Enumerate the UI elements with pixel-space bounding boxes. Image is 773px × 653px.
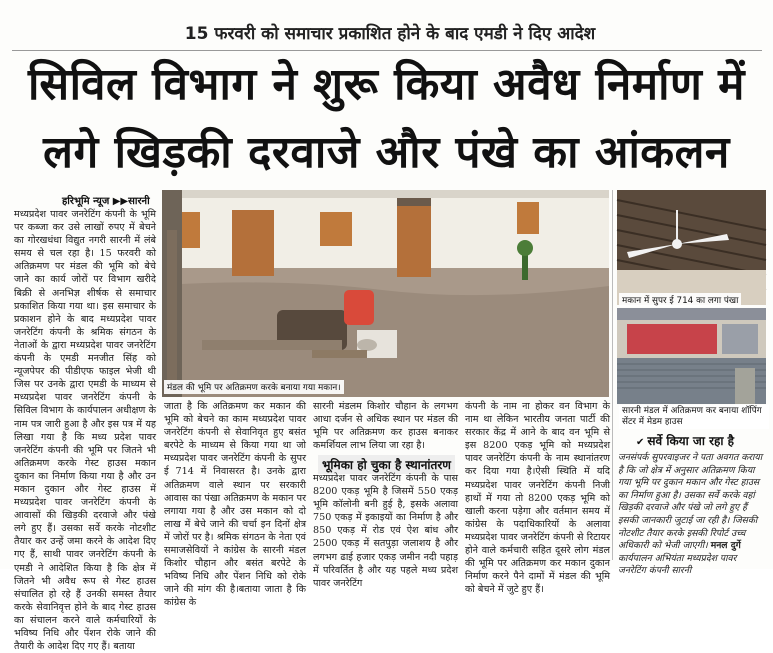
headline-line-2: लगे खिड़की दरवाजे और पंखे का आंकलन — [43, 127, 730, 178]
article-text: कंपनी के नाम ना होकर वन विभाग के नाम था लेकिन भारतीय जनता पार्टी की सरकार केंद्र में आने के बाद वन भूमि से इस 8200 एकड़ भूमि को मध्यप्रदेश पावर जनरेटिंग कंपनी के नाम स्थानांतरण कर दिया गया है।ऐसी स्थिति में यदि मध्यप्रदेश पावर जनरेटिंग कंपनी निजी हाथों में गया तो 8200 एकड़ भूमि को खाली करना पड़ेगा और वर्तमान समय में कांग्रेस के पदाधिकारियों के अलावा मध्यप्रदेश पावर जनरेटिंग कंपनी से रिटायर होने वाले कर्मचारी सहित दूसरे लोग मंडल की भूमि पर अतिक्रमण कर मकान दुकान निर्माण करने पैने दामों में मंडल की भूमि को बेचने में जुटे हुए हैं। — [465, 401, 610, 596]
article-text: सारनी मंडलम किशोर चौहान के लगभग आधा दर्जन से अधिक स्थान पर मंडल की भूमि पर अतिक्रमण कर हाउस बनाकर कमर्शियल लाभ लिया जा रहा है। — [313, 401, 458, 452]
article-text: जाता है कि अतिक्रमण कर मकान की भूमि को बेचने का काम मध्यप्रदेश पावर जनरेटिंग कंपनी से सेवानिवृत हुए बसंत बरपेटे के माध्यम से किया गया था जो मध्यप्रदेश पावर जनरेटिंग कंपनी के सुपर ई 714 में निवासरत है। उनके द्वारा अतिक्रमण वाले स्थान पर सरकारी आवास का पंखा अतिक्रमण के मकान पर लगाया गया है और उस मकान को दो लाख में बेचे जाने की चर्चा इन दिनों क्षेत्र में जोरों पर है। श्रमिक संगठन के नेता एवं समाजसेवियों ने कांग्रेस के सारनी मंडल किशोर चौहान और बसंत बरपेटे के भविष्य निधि और पेंशन निधि को रोके जाने की मांग की है।बताया जाता है कि कांग्रेस के — [164, 401, 306, 609]
ceiling-fan-illustration — [617, 190, 766, 305]
article-column-1 — [14, 208, 156, 653]
section-subhead: भूमिका हो चुका है स्थानांतरण — [318, 455, 455, 474]
article-column-2 — [164, 400, 306, 609]
shop-building-illustration — [617, 308, 766, 404]
sidebar-text: जनसंपर्क सुपरवाइजर ने पता अवगत कराया है कि जो क्षेत्र में अनुसार अतिक्रमण किया गया भूमि पर दुकान मकान और गेस्ट हाउस का निर्माण हुआ है। उसका सर्वे करके वहां खिड़की दरवाजे और पंखे जो लगे हुए हैं इसकी जानकारी जुटाई जा रही है। जिसकी नोटशीट तैयार करके इसकी रिपोर्ट उच्च अधिकारी को भेजी जाएगी। — [618, 452, 763, 552]
main-photo — [162, 190, 609, 397]
kicker-headline: 15 फरवरी को समाचार प्रकाशित होने के बाद एमडी ने दिए आदेश — [184, 24, 596, 44]
shop-photo-caption: सारनी मंडल में अतिक्रमण कर बनाया शॉपिंग सेंटर में मेडम हाउस — [619, 405, 769, 429]
sidebar-heading — [636, 432, 734, 449]
sidebar-heading-text: सर्वे किया जा रहा है — [647, 434, 735, 448]
sidebar-quote — [618, 452, 764, 578]
article-column-4 — [465, 400, 610, 596]
headline-line-1: सिविल विभाग ने शुरू किया अवैध निर्माण में — [28, 59, 745, 110]
fan-photo-caption: मकान में सुपर ई 714 का लगा पंखा — [619, 293, 741, 307]
fan-photo — [617, 190, 766, 305]
column-divider — [612, 190, 613, 560]
check-icon: ✔ — [636, 437, 645, 448]
main-photo-caption: मंडल की भूमि पर अतिक्रमण करके बनाया गया मकान। — [164, 380, 344, 394]
article-column-3-bottom — [313, 472, 458, 589]
byline: हरिभूमि न्यूज ▶▶सारनी — [62, 196, 150, 207]
sidebar-author-title: कार्यपालन अभियंता मध्यप्रदेश पावर जनरेटिंग कंपनी सारनी — [618, 552, 737, 577]
sidebar-author: मनल दुर्गे — [710, 540, 741, 552]
shop-photo — [617, 308, 766, 404]
article-text: मध्यप्रदेश पावर जनरेटिंग कंपनी के पास 8200 एकड़ भूमि है जिसमें 550 एकड़ भूमि कॉलोनी बनी हुई है, इसके अलावा 750 एकड़ में इकाइयों का निर्माण है और 850 एकड़ में रोड एवं ऐश बांध और 2500 एकड़ में सतपुड़ा जलाशय है और लगभग ढाई हजार एकड़ जमीन नदी पहाड़ में परिवर्तित है और यह पहले मध्य प्रदेश पावर जनरेटिंग — [313, 473, 458, 589]
divider — [12, 50, 762, 51]
article-column-3-top — [313, 400, 458, 454]
article-text: मध्यप्रदेश पावर जनरेटिंग कंपनी के भूमि पर कब्जा कर उसे लाखों रुपए में बेचने का गोरखधंधा विद्युत नगरी सारनी में लंबे समय से चल रहा है। 15 फरवरी को अतिक्रमण पर मंडल की भूमि को बेचे जाने का कार्य जोरों पर विभाग खरीदे बिक्री से अनभिज्ञ शीर्षक से समाचार प्रकाशित किया गया था। इस समाचार के प्रकाशन होने के बाद मध्यप्रदेश पावर जनरेटिंग कंपनी के श्रमिक संगठन के नेताओं के द्वारा मध्यप्रदेश पावर जनरेटिंग कंपनी के एमडी मनजीत सिंह को न्यूजपेपर की पीडीएफ फाइल भेजी थी जिस पर उनके द्वारा एमडी के माध्यम से मध्यप्रदेश पावर जनरेटिंग कंपनी के सिविल विभाग के कार्यपालन अधीक्षण के नाम पत्र जारी हुआ है और इस पत्र में यह लिखा गया है कि मध्य प्रदेश पावर जनरेटिंग कंपनी की भूमि पर जितने भी अतिक्रमण करके गेस्ट हाउस मकान दुकान का निर्माण किया गया है और उन मकान दुकान और गेस्ट हाउस में मध्यप्रदेश पावर जनरेटिंग कंपनी के आवासों की खिड़की दरवाजे और पंखे लगे हुए हैं। उसका सर्वे करके नोटशीट तैयार कर उन्हें जमा करने के आदेश दिए गए हैं, साथी पावर जनरेटिंग कंपनी के एमडी ने आदेशित किया है कि क्षेत्र में जितने भी अवैध रूप से गेस्ट हाउस संचालित हो रहे हैं उनकी समस्त तैयार करके सेवानिवृत्त होने के बाद गेस्ट हाउस का संचालन करने वाले कर्मचारियों के भविष्य निधि और पेंशन रोके जाने की तैयारी के आदेश दिए गए हैं। बताया — [14, 209, 156, 653]
house-photo-illustration — [162, 190, 609, 397]
